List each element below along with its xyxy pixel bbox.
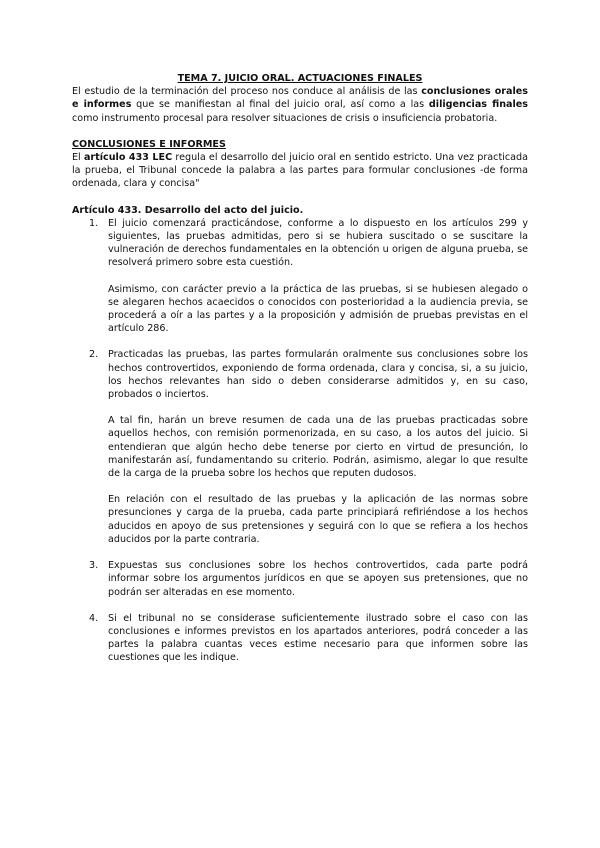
document-body (72, 72, 528, 665)
article-heading: Artículo 433. Desarrollo del acto del juicio. (72, 204, 304, 216)
section-bold-articulo: artículo 433 LEC (83, 152, 173, 164)
list-item (72, 348, 528, 546)
item-number: 2. (89, 349, 99, 361)
intro-bold-diligencias: diligencias finales (428, 99, 529, 111)
intro-bold-conclusiones: conclusiones orales e informes (72, 86, 528, 111)
section-heading-conclusiones: CONCLUSIONES E INFORMES (72, 138, 226, 150)
intro-text-2: que se manifiestan al final del juicio oral, así como a las (131, 99, 429, 111)
section-text-1: El (72, 152, 84, 164)
section-paragraph (72, 151, 528, 191)
list-item (72, 217, 528, 336)
item-paragraph: El juicio comenzará practicándose, conforme a lo dispuesto en los artículos 299 y siguientes, las pruebas admitidas, pero si se hubiera suscitado o se suscitare la vulneración de derechos fundamentales en la obtención u origen de alguna prueba, se resolverá primero sobre esta cuestión. (108, 217, 528, 269)
intro-text-1: El estudio de la terminación del proceso nos conduce al análisis de las (72, 86, 422, 98)
item-paragraph: Expuestas sus conclusiones sobre los hechos controvertidos, cada parte podrá informar sobre los argumentos jurídicos en que se apoyen sus pretensiones, que no podrán ser alteradas en ese momento. (108, 560, 528, 598)
item-paragraph: Si el tribunal no se considerase suficientemente ilustrado sobre el caso con las conclusiones e informes previstos en los apartados anteriores, podrá conceder a las partes la palabra cuantas veces estime necesario para que informen sobre las cuestiones que les indique. (108, 612, 528, 664)
list-item (72, 559, 528, 599)
item-paragraph: Asimismo, con carácter previo a la práctica de las pruebas, si se hubiesen alegado o se alegaren hechos acaecidos o conocidos con posterioridad a la audiencia previa, se procederá a oír a las partes y a la proposición y admisión de pruebas previstas en el artículo 286. (108, 283, 528, 335)
item-paragraph: Practicadas las pruebas, las partes formularán oralmente sus conclusiones sobre los hechos controvertidos, exponiendo de forma ordenada, clara y concisa, si, a su juicio, los hechos relevantes han sido o deben considerarse admitidos y, en su caso, probados o inciertos. (108, 349, 528, 401)
section-text-2: regula el desarrollo del juicio oral en sentido estricto. Una vez practicada la prueba, el Tribunal concede la palabra a las partes para formular conclusiones -de forma ordenada, clara y concisa" (72, 152, 528, 190)
article-list (72, 217, 528, 665)
item-number: 1. (89, 217, 99, 229)
item-paragraph: En relación con el resultado de las pruebas y la aplicación de las normas sobre presunciones y carga de la prueba, cada parte principiará refiriéndose a los hechos aducidos en apoyo de sus pretensiones y seguirá con lo que se refiera a los hechos aducidos por la parte contraria. (108, 494, 528, 545)
list-item (72, 612, 528, 665)
item-number: 3. (89, 560, 99, 572)
intro-paragraph (72, 85, 528, 125)
intro-text-3: como instrumento procesal para resolver situaciones de crisis o insuficiencia probatoria. (72, 112, 498, 124)
document-title: TEMA 7. JUICIO ORAL. ACTUACIONES FINALES (177, 73, 423, 84)
item-number: 4. (89, 612, 99, 624)
item-paragraph: A tal fin, harán un breve resumen de cada una de las pruebas practicadas sobre aquellos hechos, con remisión pormenorizada, en su caso, a los autos del juicio. Si entendieran que algún hecho debe tenerse por cierto en virtud de presunción, lo manifestarán así, fundamentando su criterio. Podrán, asimismo, alegar lo que resulte de la carga de la prueba sobre los hechos que reputen dudosos. (108, 415, 528, 480)
